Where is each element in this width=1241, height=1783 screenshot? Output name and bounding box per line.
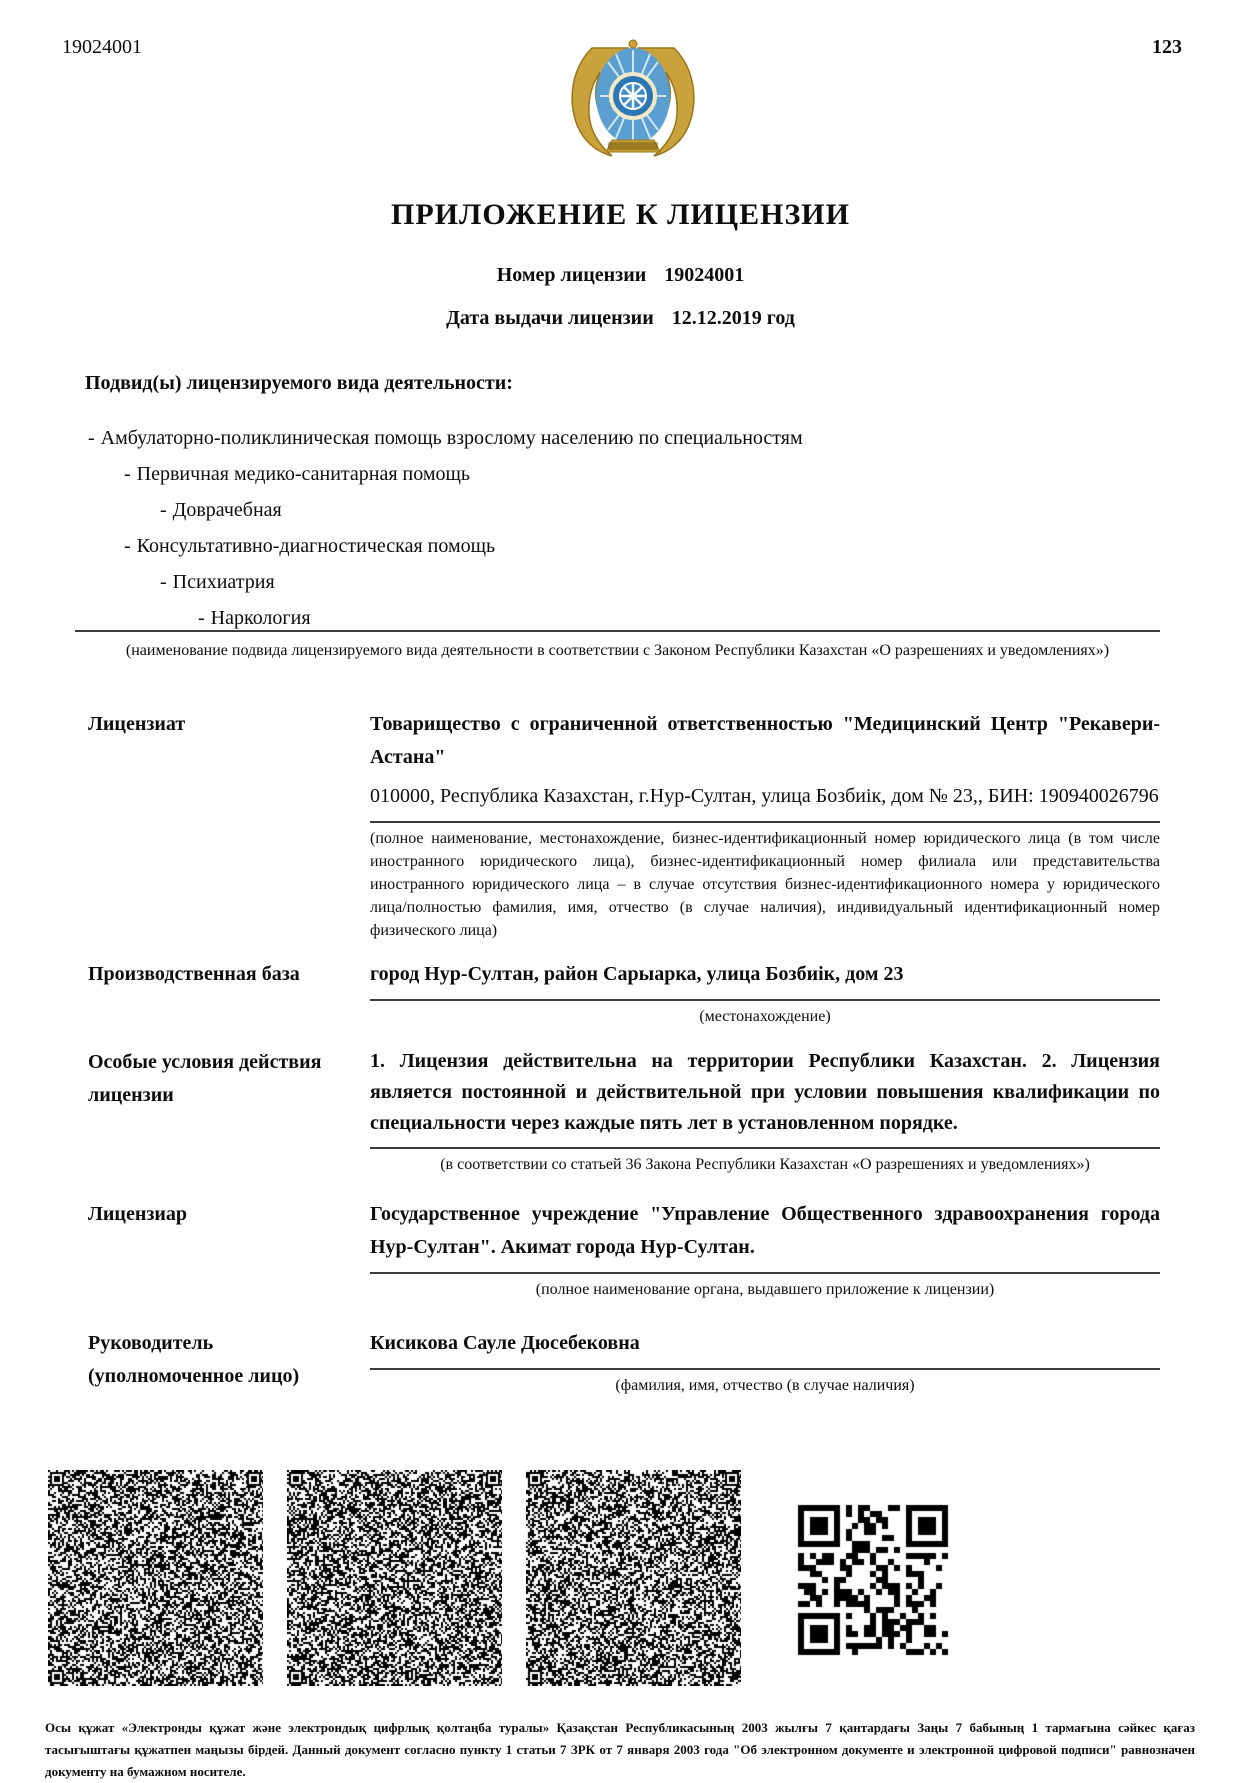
list-dash: - [160, 499, 167, 521]
qr-code [795, 1502, 955, 1658]
legal-footer [45, 1717, 1195, 1783]
digital-signature-barcode-3 [526, 1470, 741, 1686]
production-base-label: Производственная база [88, 963, 300, 985]
licensor-label: Лицензиар [88, 1203, 188, 1225]
production-base-value: город Нур-Султан, район Сарыарка, улица Бозбиік, дом 23 [370, 963, 904, 985]
document-number-top-left: 19024001 [62, 36, 142, 58]
legal-footer-kazakh: Осы құжат «Электронды құжат және электрондық цифрлық қолтаңба туралы» Қазақстан Республикасының 2003 жылғы 7 қантардағы Заңы 7 бабының 1 тармағына сәйкес қағаз тасығыштағы құжатпен маңызы бірдей. [45, 1720, 1195, 1757]
licensee-caption: (полное наименование, местонахождение, бизнес-идентификационный номер юридического лица (в том числе иностранного юридического лица), бизнес-идентификационный номер филиала или представительства иностранного юридического лица – в случае отсутствия бизнес-идентификационного номера у юридического лица/полностью фамилия, имя, отчество (в случае наличия), индивидуальный идентификационный номер физического лица) [370, 830, 1160, 939]
list-dash: - [124, 463, 131, 485]
list-item [0, 420, 1160, 456]
license-number-line [0, 264, 1241, 287]
special-conditions-row [88, 1046, 1160, 1176]
licensee-row [88, 708, 1160, 942]
list-item-text: Консультативно-диагностическая помощь [136, 535, 496, 557]
legal-footer-russian: Данный документ согласно пункту 1 статьи 7 ЗРК от 7 января 2003 года "Об электронном документе и электронной цифровой подписи" равнозначен документу на бумажном носителе. [45, 1742, 1195, 1779]
signature-codes-row [48, 1470, 955, 1686]
licensee-label: Лицензиат [88, 713, 186, 735]
list-item [0, 528, 1160, 564]
list-dash: - [160, 571, 167, 593]
digital-signature-barcode-1 [48, 1470, 263, 1686]
list-item-text: Первичная медико-санитарная помощь [136, 463, 471, 485]
page-title: ПРИЛОЖЕНИЕ К ЛИЦЕНЗИИ [391, 198, 850, 231]
license-number-value: 19024001 [664, 264, 745, 286]
head-person-label-line1: Руководитель [88, 1332, 214, 1354]
subtypes-heading: Подвид(ы) лицензируемого вида деятельности: [85, 372, 513, 394]
divider [370, 999, 1160, 1001]
head-person-row [88, 1327, 1160, 1397]
list-item-text: Психиатрия [172, 571, 275, 593]
production-base-row [88, 958, 1160, 1028]
licensor-row [88, 1198, 1160, 1301]
subtypes-list [0, 420, 1160, 636]
list-dash: - [124, 535, 131, 557]
special-conditions-value: 1. Лицензия действительна на территории Республики Казахстан. 2. Лицензия является постоянной и действительной при условии повышения квалификации по специальности через каждые пять лет в установленном порядке. [370, 1050, 1160, 1134]
list-item-text: Амбулаторно-поликлиническая помощь взрослому населению по специальностям [100, 427, 803, 449]
divider [370, 1368, 1160, 1370]
licensee-name: Товарищество с ограниченной ответственностью "Медицинский Центр "Рекавери-Астана" [370, 713, 1160, 768]
page-number: 123 [1152, 36, 1182, 58]
head-person-caption: (фамилия, имя, отчество (в случае наличия) [615, 1377, 915, 1394]
divider [370, 1147, 1160, 1149]
issue-date-label: Дата выдачи лицензии [446, 307, 654, 329]
special-conditions-label: Особые условия действия лицензии [88, 1051, 322, 1106]
list-dash: - [198, 607, 205, 629]
head-person-label [88, 1327, 370, 1397]
digital-signature-barcode-2 [287, 1470, 502, 1686]
licensor-value: Государственное учреждение "Управление Общественного здравоохранения города Нур-Султан". Акимат города Нур-Султан. [370, 1203, 1160, 1258]
list-item-text: Наркология [210, 607, 311, 629]
list-item [0, 456, 1160, 492]
list-item [0, 564, 1160, 600]
issue-date-value: 12.12.2019 год [671, 307, 795, 329]
licensor-caption: (полное наименование органа, выдавшего приложение к лицензии) [535, 1281, 995, 1298]
list-item-text: Доврачебная [172, 499, 282, 521]
issue-date-line [0, 307, 1241, 330]
divider [370, 821, 1160, 823]
head-person-label-line2: (уполномоченное лицо) [88, 1365, 300, 1387]
kazakhstan-coat-of-arms-icon [562, 34, 704, 160]
special-conditions-caption: (в соответствии со статьей 36 Закона Республики Казахстан «О разрешениях и уведомлениях») [440, 1156, 1090, 1173]
divider [75, 630, 1160, 632]
list-dash: - [88, 427, 95, 449]
list-item [0, 492, 1160, 528]
divider [370, 1272, 1160, 1274]
production-base-caption: (местонахождение) [699, 1008, 831, 1025]
licensee-address: 010000, Республика Казахстан, г.Нур-Султан, улица Бозбиік, дом № 23,, БИН: 190940026796 [370, 785, 1159, 807]
subtypes-caption: (наименование подвида лицензируемого вида деятельности в соответствии с Законом Республики Казахстан «О разрешениях и уведомлениях») [125, 642, 1110, 659]
head-person-value: Кисикова Сауле Дюсебековна [370, 1332, 640, 1354]
license-number-label: Номер лицензии [496, 264, 647, 286]
